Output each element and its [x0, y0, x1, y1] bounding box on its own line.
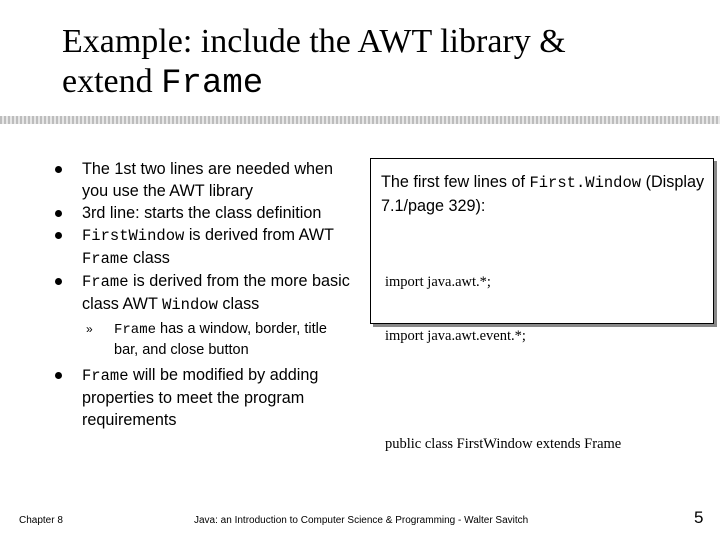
- bullet-text: The 1st two lines are needed when you use the AWT library: [82, 160, 334, 200]
- bullet-list: [52, 158, 352, 431]
- bullet-text: class: [128, 249, 170, 267]
- bullet-dot-icon: [55, 372, 62, 379]
- code-box-heading: [381, 171, 706, 218]
- bullet-item: [52, 364, 352, 431]
- bullet-text: 3rd line: starts the class definition: [82, 204, 322, 222]
- bullet-dot-icon: [55, 232, 62, 239]
- code-box-heading-text: The first few lines of: [381, 173, 530, 191]
- sub-bullet-text: has a window, border, title bar, and close button: [114, 321, 327, 358]
- code-frame: Frame: [82, 367, 129, 385]
- bullet-text: is derived from the more basic class AWT: [82, 272, 350, 313]
- code-frame: Frame: [82, 273, 129, 291]
- slide-title: [62, 22, 702, 104]
- code-line: public class FirstWindow extends Frame: [385, 436, 622, 452]
- code-line: import java.awt.event.*;: [385, 328, 526, 344]
- code-box-heading-text: (Display 7.1/page 329):: [381, 173, 705, 215]
- bullet-item: [52, 224, 352, 270]
- title-line-2: [62, 62, 702, 104]
- bullet-item: [52, 202, 352, 224]
- code-line: import java.awt.*;: [385, 274, 491, 290]
- bullet-text: is derived from AWT: [184, 226, 334, 244]
- title-extend-word: extend: [62, 63, 153, 100]
- title-divider: [0, 116, 720, 124]
- bullet-text: will be modified by adding properties to meet the program requirements: [82, 366, 319, 429]
- code-window: Window: [162, 296, 218, 314]
- code-firstwindow: First.Window: [529, 174, 642, 192]
- bullet-item: [52, 158, 352, 202]
- code-firstwindow: FirstWindow: [82, 227, 185, 245]
- bullet-text: class: [217, 295, 260, 313]
- sub-bullet-chevron-icon: »: [86, 322, 93, 336]
- code-frame: Frame: [82, 250, 129, 268]
- code-display-box: [370, 158, 714, 452]
- bullet-dot-icon: [55, 166, 62, 173]
- code-frame: Frame: [114, 322, 157, 338]
- title-frame-code: Frame: [161, 65, 264, 103]
- bullet-item: [52, 270, 352, 316]
- bullet-dot-icon: [55, 210, 62, 217]
- title-line-1: Example: include the AWT library &: [62, 23, 566, 60]
- sub-bullet-item: [52, 319, 352, 360]
- footer-chapter: Chapter 8: [19, 515, 63, 526]
- bullet-dot-icon: [55, 278, 62, 285]
- footer-citation: Java: an Introduction to Computer Science & Programming - Walter Savitch: [194, 515, 529, 526]
- code-snippet: [385, 237, 621, 489]
- page-number: 5: [694, 508, 704, 527]
- code-blank-line: [385, 381, 621, 399]
